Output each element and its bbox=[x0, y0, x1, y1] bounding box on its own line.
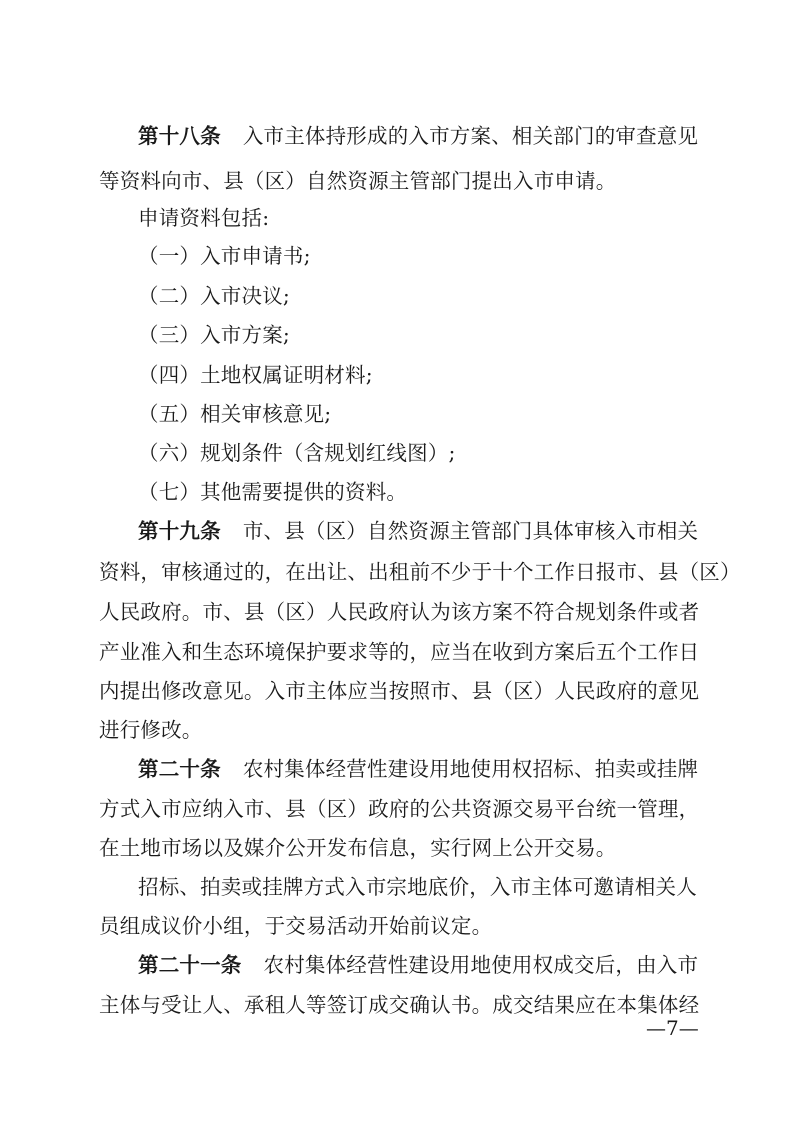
article-20-line-1 bbox=[138, 757, 698, 781]
article-19-text-1: 市、县（区）自然资源主管部门具体审核入市相关 bbox=[242, 519, 699, 543]
list-item: （七）其他需要提供的资料。 bbox=[138, 480, 408, 504]
article-19-line-6: 进行修改。 bbox=[99, 718, 203, 742]
article-21-text-1: 农村集体经营性建设用地使用权成交后，由入市 bbox=[263, 953, 699, 977]
article-19-heading: 第十九条 bbox=[138, 519, 221, 543]
article-18-line-1 bbox=[138, 124, 698, 148]
article-20-line-3: 在土地市场以及媒介公开发布信息，实行网上公开交易。 bbox=[99, 836, 617, 860]
article-20-text-1: 农村集体经营性建设用地使用权招标、拍卖或挂牌 bbox=[242, 757, 699, 781]
list-item: （三）入市方案; bbox=[138, 323, 291, 347]
article-18-line-2: 等资料向市、县（区）自然资源主管部门提出入市申请。 bbox=[99, 169, 617, 193]
list-item: （四）土地权属证明材料; bbox=[138, 363, 373, 387]
article-21-line-2: 主体与受让人、承租人等签订成交确认书。成交结果应在本集体经 bbox=[99, 993, 700, 1017]
article-20-heading: 第二十条 bbox=[138, 757, 221, 781]
list-item: （二）入市决议; bbox=[138, 284, 291, 308]
article-19-line-3: 人民政府。市、县（区）人民政府认为该方案不符合规划条件或者 bbox=[99, 600, 700, 624]
article-19-line-4: 产业准入和生态环境保护要求等的，应当在收到方案后五个工作日 bbox=[99, 640, 700, 664]
article-21-heading: 第二十一条 bbox=[138, 953, 242, 977]
article-21-line-1 bbox=[138, 953, 698, 977]
list-item: （五）相关审核意见; bbox=[138, 402, 332, 426]
article-19-line-5: 内提出修改意见。入市主体应当按照市、县（区）人民政府的意见 bbox=[99, 679, 700, 703]
reserve-price-line-2: 员组成议价小组，于交易活动开始前议定。 bbox=[99, 914, 493, 938]
article-18-heading: 第十八条 bbox=[138, 124, 221, 148]
page-number: —7— bbox=[646, 1016, 699, 1040]
article-19-line-1 bbox=[138, 519, 698, 543]
article-19-line-2: 资料，审核通过的，在出让、出租前不少于十个工作日报市、县（区） bbox=[99, 560, 741, 584]
article-20-line-2: 方式入市应纳入市、县（区）政府的公共资源交易平台统一管理， bbox=[99, 797, 700, 821]
list-item: （一）入市申请书; bbox=[138, 244, 311, 268]
article-18-text-1: 入市主体持形成的入市方案、相关部门的审查意见 bbox=[242, 124, 699, 148]
list-item: （六）规划条件（含规划红线图）; bbox=[138, 441, 456, 465]
reserve-price-line-1: 招标、拍卖或挂牌方式入市宗地底价，入市主体可邀请相关人 bbox=[138, 875, 697, 899]
materials-intro: 申请资料包括: bbox=[138, 206, 270, 230]
